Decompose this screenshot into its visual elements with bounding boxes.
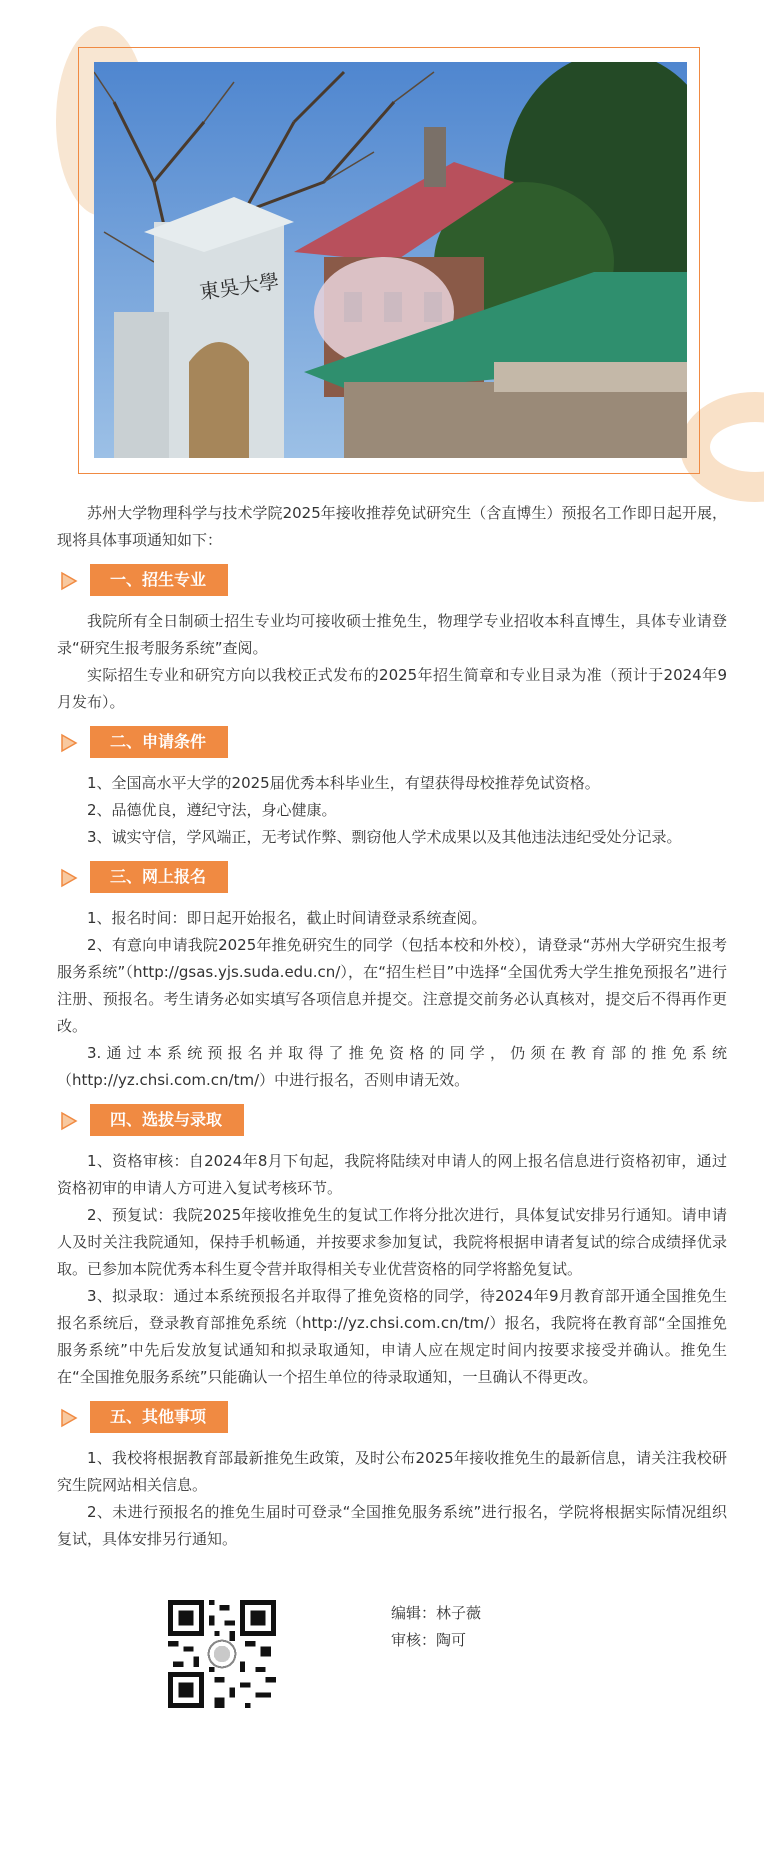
reviewer-credit: 审核：陶可 xyxy=(391,1631,467,1649)
section-heading xyxy=(57,861,727,895)
play-arrow-icon xyxy=(59,733,79,753)
section-paragraph: 2、有意向申请我院2025年推免研究生的同学（包括本校和外校），请登录“苏州大学研究生报考服务系统”（http://gsas.yjs.suda.edu.cn/），在“招生栏目”中选择“全国优秀大学生推免预报名”进行注册、预报名。考生请务必如实填写各项信息并提交。注意提交前务必认真核对，提交后不得再作更改。 xyxy=(57,936,727,1035)
section-paragraph: 1、报名时间：即日起开始报名，截止时间请登录系统查阅。 xyxy=(87,909,487,927)
campus-gate-photo xyxy=(94,62,687,458)
section-paragraph: 3.通过本系统预报名并取得了推免资格的同学，仍须在教育部的推免系统（http://yz.chsi.com.cn/tm/）中进行报名，否则申请无效。 xyxy=(57,1044,727,1089)
section-paragraph: 3、诚实守信，学风端正，无考试作弊、剽窃他人学术成果以及其他违法违纪受处分记录。 xyxy=(87,828,682,846)
gate-inscription: 東吳大學 xyxy=(197,269,281,304)
section-heading xyxy=(57,1104,727,1138)
section-paragraph: 2、未进行预报名的推免生届时可登录“全国推免服务系统”进行报名，学院将根据实际情况组织复试，具体安排另行通知。 xyxy=(57,1503,727,1548)
section-paragraph: 1、资格审核：自2024年8月下旬起，我院将陆续对申请人的网上报名信息进行资格初审，通过资格初审的申请人方可进入复试考核环节。 xyxy=(57,1152,727,1197)
play-arrow-icon xyxy=(59,868,79,888)
section-paragraph: 我院所有全日制硕士招生专业均可接收硕士推免生，物理学专业招收本科直博生，具体专业请登录“研究生报考服务系统”查阅。 xyxy=(57,612,727,657)
section-title: 五、其他事项 xyxy=(90,1401,228,1433)
campus-gate-illustration xyxy=(94,62,687,458)
footer xyxy=(168,1600,688,1720)
section-title: 三、网上报名 xyxy=(90,861,228,893)
section-paragraph: 3、拟录取：通过本系统预报名并取得了推免资格的同学，待2024年9月教育部开通全国推免生报名系统后，登录教育部推免系统（http://yz.chsi.com.cn/tm/）报名，我院将在教育部“全国推免服务系统”中先后发放复试通知和拟录取通知，申请人应在规定时间内按要求接受并确认。推免生在“全国推免服务系统”只能确认一个招生单位的待录取通知，一旦确认不得更改。 xyxy=(57,1287,727,1386)
play-arrow-icon xyxy=(59,1408,79,1428)
section-paragraph: 实际招生专业和研究方向以我校正式发布的2025年招生简章和专业目录为准（预计于2024年9月发布）。 xyxy=(57,666,727,711)
play-arrow-icon xyxy=(59,571,79,591)
editor-credit: 编辑：林子薇 xyxy=(391,1604,482,1622)
qr-code-icon[interactable] xyxy=(168,1600,276,1708)
section-title: 二、申请条件 xyxy=(90,726,228,758)
section-paragraph: 1、我校将根据教育部最新推免生政策，及时公布2025年接收推免生的最新信息，请关注我校研究生院网站相关信息。 xyxy=(57,1449,727,1494)
section-heading xyxy=(57,1401,727,1435)
section-title: 四、选拔与录取 xyxy=(90,1104,244,1136)
section-heading xyxy=(57,564,727,598)
section-paragraph: 2、品德优良，遵纪守法，身心健康。 xyxy=(87,801,337,819)
section-paragraph: 1、全国高水平大学的2025届优秀本科毕业生，有望获得母校推荐免试资格。 xyxy=(87,774,600,792)
section-paragraph: 2、预复试：我院2025年接收推免生的复试工作将分批次进行，具体复试安排另行通知。请申请人及时关注我院通知，保持手机畅通，并按要求参加复试，我院将根据申请者复试的综合成绩择优录取。已参加本院优秀本科生夏令营并取得相关专业优营资格的同学将豁免复试。 xyxy=(57,1206,727,1278)
play-arrow-icon xyxy=(59,1111,79,1131)
article-body xyxy=(57,500,727,1553)
credits xyxy=(391,1600,481,1654)
section-title: 一、招生专业 xyxy=(90,564,228,596)
section-heading xyxy=(57,726,727,760)
intro-paragraph: 苏州大学物理科学与技术学院2025年接收推荐免试研究生（含直博生）预报名工作即日起开展，现将具体事项通知如下： xyxy=(57,504,727,549)
